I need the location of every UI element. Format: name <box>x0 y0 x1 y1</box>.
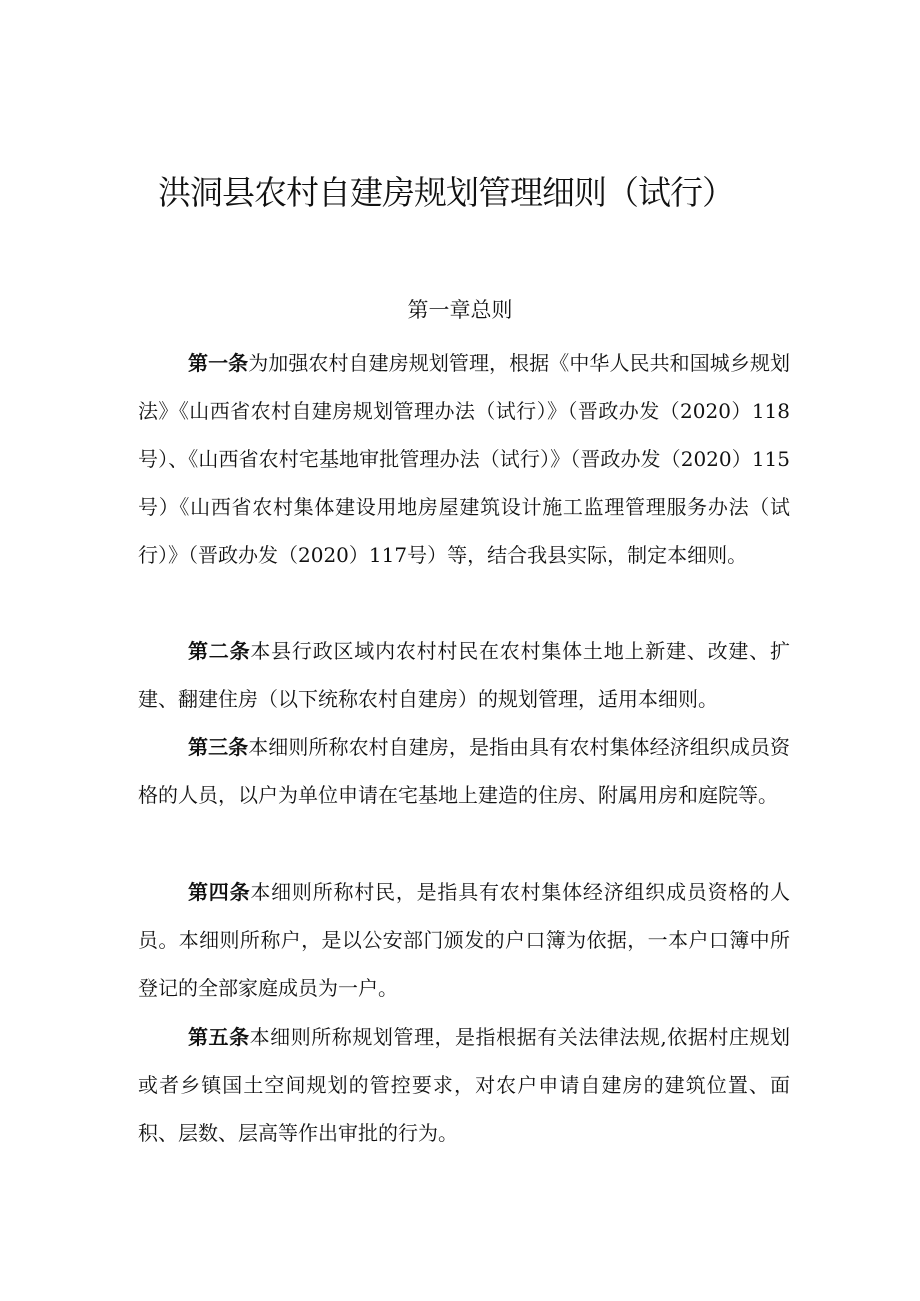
document-title: 洪洞县农村自建房规划管理细则（试行） <box>158 173 734 212</box>
chapter-heading: 第一章总则 <box>407 298 513 322</box>
article-2 <box>138 627 790 723</box>
article-text: 本细则所称规划管理，是指根据有关法律法规,依据村庄规划或者乡镇国土空间规划的管控要求，对农户申请自建房的建筑位置、面积、层数、层高等作出审批的行为。 <box>138 1025 791 1145</box>
article-label: 第四条 <box>188 880 251 904</box>
article-text: 为加强农村自建房规划管理，根据《中华人民共和国城乡规划法》《山西省农村自建房规划管理办法（试行）》（晋政办发（2020）118号）、《山西省农村宅基地审批管理办法（试行）》（晋政办发（2020）115号）《山西省农村集体建设用地房屋建筑设计施工监理管理服务办法（试行）》（晋政办发（2020）117号）等，结合我县实际，制定本细则。 <box>138 351 791 567</box>
article-label: 第一条 <box>188 351 249 375</box>
article-label: 第二条 <box>188 639 251 663</box>
article-text: 本细则所称农村自建房，是指由具有农村集体经济组织成员资格的人员，以户为单位申请在宅基地上建造的住房、附属用房和庭院等。 <box>138 735 791 807</box>
article-text: 本细则所称村民，是指具有农村集体经济组织成员资格的人员。本细则所称户，是以公安部门颁发的户口簿为依据，一本户口簿中所登记的全部家庭成员为一户。 <box>138 880 791 1000</box>
article-text: 本县行政区域内农村村民在农村集体土地上新建、改建、扩建、翻建住房（以下统称农村自建房）的规划管理，适用本细则。 <box>138 639 791 711</box>
article-1 <box>138 339 790 579</box>
article-label: 第三条 <box>188 735 249 759</box>
article-4 <box>138 868 790 1012</box>
article-label: 第五条 <box>188 1025 250 1049</box>
article-3 <box>138 723 790 819</box>
article-5 <box>138 1013 790 1157</box>
